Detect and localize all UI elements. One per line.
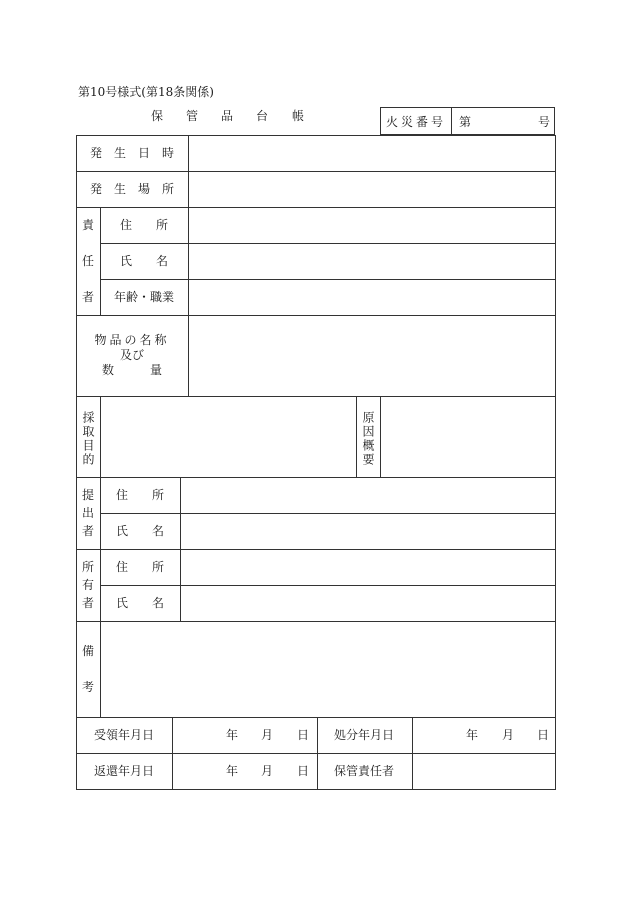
submitter-address-field[interactable] [182,479,554,512]
custodian-field[interactable] [414,755,554,788]
fire-number-prefix: 第 [459,115,472,129]
receipt-date-label: 受領年月日 [93,728,155,742]
remarks-char: 考 [81,680,95,694]
receipt-month-label: 月 [260,728,274,742]
submitter-char: 提 [81,488,95,502]
title-char: 帳 [291,109,305,123]
occurrence-datetime-field[interactable] [190,137,554,170]
return-year-label: 年 [225,764,239,778]
title-char: 品 [220,109,234,123]
responsible-name-label: 氏 名 [119,254,169,268]
divider [451,107,452,135]
submitter-address-label: 住 所 [115,488,165,502]
receipt-day-label: 日 [296,728,310,742]
receipt-date-field[interactable] [174,719,224,752]
owner-name-label: 氏 名 [115,596,165,610]
remarks-field[interactable] [102,623,554,716]
collection-purpose-field[interactable] [102,398,355,476]
responsible-person-char: 者 [81,290,95,304]
items-and-label: 及び [119,348,145,362]
disposal-date-label: 処分年月日 [333,728,395,742]
title-char: 管 [185,109,199,123]
fire-number-suffix: 号 [538,115,551,129]
cause-summary-label: 原因概要 [361,411,375,467]
return-day-label: 日 [296,764,310,778]
return-month-label: 月 [260,764,274,778]
return-date-field[interactable] [174,755,224,788]
remarks-char: 備 [81,644,95,658]
form-number: 第10号様式(第18条関係) [78,85,214,99]
occurrence-place-field[interactable] [190,173,554,206]
owner-char: 者 [81,596,95,610]
fire-number-field[interactable] [475,110,533,132]
responsible-age-occupation-field[interactable] [190,281,554,314]
fire-number-label: 火災番号 [385,115,447,129]
occurrence-datetime-label: 発 生 日 時 [89,146,175,160]
owner-address-field[interactable] [182,551,554,584]
disposal-year-label: 年 [465,728,479,742]
disposal-date-field[interactable] [414,719,464,752]
occurrence-place-label: 発 生 場 所 [89,182,175,196]
owner-name-field[interactable] [182,587,554,620]
responsible-age-occupation-label: 年齢・職業 [113,290,175,304]
disposal-day-label: 日 [536,728,550,742]
collection-purpose-label: 採取目的 [81,411,95,467]
responsible-address-field[interactable] [190,209,554,242]
owner-char: 有 [81,578,95,592]
cause-summary-field[interactable] [382,398,554,476]
responsible-name-field[interactable] [190,245,554,278]
submitter-char: 者 [81,524,95,538]
receipt-year-label: 年 [225,728,239,742]
title-char: 台 [255,109,269,123]
responsible-person-char: 任 [81,254,95,268]
owner-address-label: 住 所 [115,560,165,574]
return-date-label: 返還年月日 [93,764,155,778]
title-char: 保 [150,109,164,123]
submitter-name-label: 氏 名 [115,524,165,538]
items-field[interactable] [190,317,554,395]
owner-char: 所 [81,560,95,574]
responsible-address-label: 住 所 [119,218,169,232]
disposal-month-label: 月 [501,728,515,742]
submitter-name-field[interactable] [182,515,554,548]
submitter-char: 出 [81,506,95,520]
items-quantity-label: 数 量 [101,363,163,377]
custodian-label: 保管責任者 [333,764,395,778]
items-name-label: 物品の名称 [94,333,170,347]
responsible-person-char: 責 [81,218,95,232]
